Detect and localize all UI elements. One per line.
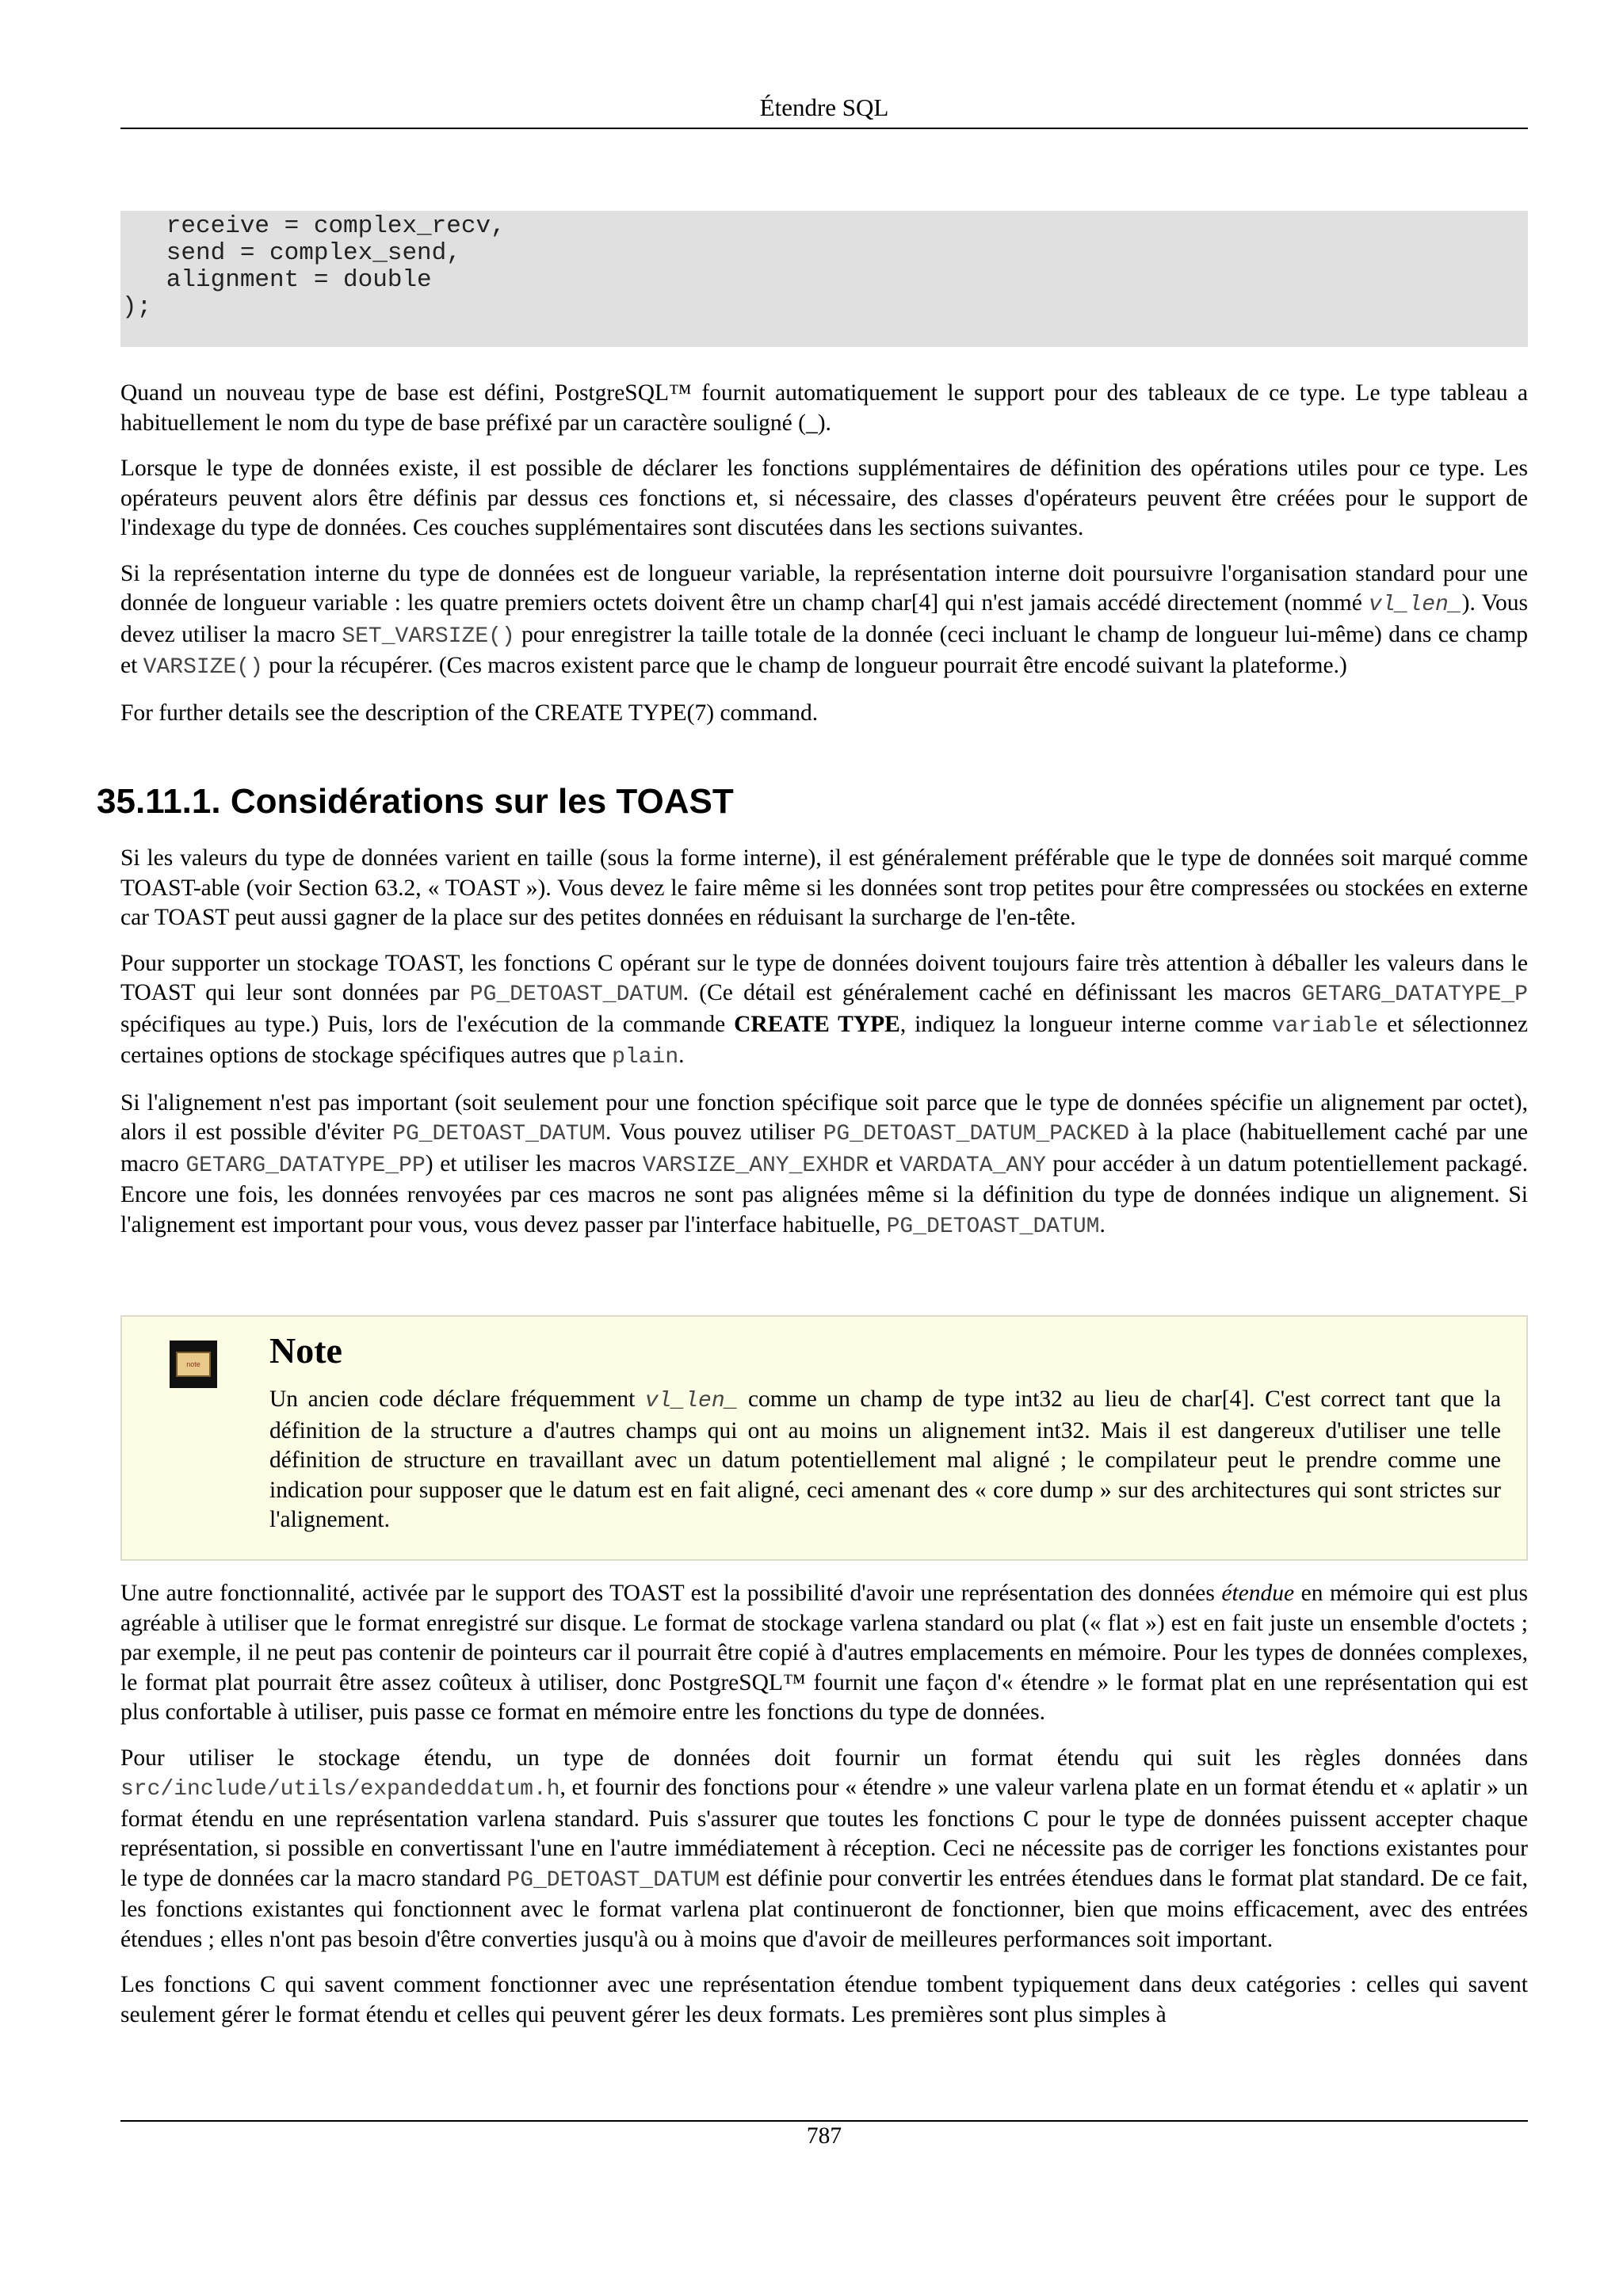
code-inline: variable xyxy=(1271,1013,1379,1039)
paragraph-operators: Lorsque le type de données existe, il est possible de déclarer les fonctions supplémentaires de définition des opérations utiles pour ce type. Les opérateurs peuvent alors être définis par dessus ces fonctions et, si nécessaire, des classes d'opérateurs peuvent être créées pour le support de l'indexage du type de données. Ces couches supplémentaires sont discutées dans les sections suivantes. xyxy=(120,456,1528,540)
note-title: Note xyxy=(269,1330,342,1371)
footer-rule xyxy=(120,2120,1528,2122)
code-line: alignment = double xyxy=(122,266,432,294)
code-line: send = complex_send, xyxy=(122,239,461,267)
code-inline: SET_VARSIZE() xyxy=(342,624,515,649)
paragraph-varlena: Si la représentation interne du type de données est de longueur variable, la représentation interne doit poursuivre l'organisation standard pour une donnée de longueur variable : les quatre premiers octets doivent être un champ char[4] qui n'est jamais accédé directement (nommé vl_len_). Vous devez utiliser la macro SET_VARSIZE() pour enregistrer la taille totale de la donnée (ceci incluant le champ de longueur lui-même) dans ce champ et VARSIZE() pour la récupérer. (Ces macros existent parce que le champ de longueur pourrait être encodé suivant la plateforme.) xyxy=(120,560,1528,680)
code-inline: PG_DETOAST_DATUM_PACKED xyxy=(823,1122,1130,1146)
code-inline: PG_DETOAST_DATUM xyxy=(886,1214,1100,1239)
code-inline: vl_len_ xyxy=(644,1389,739,1413)
paragraph-further-details: For further details see the description of the CREATE TYPE(7) command. xyxy=(120,700,819,726)
paragraph-expanded-storage: Pour utiliser le stockage étendu, un type de données doit fournir un format étendu qui suit les règles données dans src/include/utils/expandeddatum.h, et fournir des fonctions pour « étendre » une valeur varlena plate en un format étendu et « aplatir » un format étendu en une représentation varlena standard. Puis s'assurer que toutes les fonctions C pour le type de données puissent accepter chaque représentation, si possible en convertissant l'une en l'autre immédiatement à réception. Ceci ne nécessite pas de corriger les fonctions existantes pour le type de données car la macro standard PG_DETOAST_DATUM est définie pour convertir les entrées étendues dans le format plat standard. De ce fait, les fonctions existantes qui fonctionnent avec le format varlena plat continueront de fonctionner, bien que moins efficacement, avec des entrées étendues ; elles n'ont pas besoin d'être converties jusqu'à ou à moins que d'avoir de meilleures performances soit important. xyxy=(120,1745,1528,1952)
paragraph-expanded: Une autre fonctionnalité, activée par le support des TOAST est la possibilité d'avoir une représentation des données étendue en mémoire qui est plus agréable à utiliser que le format enregistré sur disque. Le format de stockage varlena standard ou plat (« flat ») est en fait juste un ensemble d'octets ; par exemple, il ne peut pas contenir de pointeurs car il pourrait être copié à d'autres emplacements en mémoire. Pour les types de données complexes, le format plat pourrait être assez coûteux à utiliser, donc PostgreSQL™ fournit une façon d'« étendre » le format plat en une représentation qui est plus confortable à utiliser, puis passe ce format en mémoire entre les fonctions du type de données. xyxy=(120,1581,1528,1725)
header-rule xyxy=(120,128,1528,129)
code-inline: vl_len_ xyxy=(1369,593,1462,617)
code-inline: VARSIZE() xyxy=(143,655,263,680)
bold-command: CREATE TYPE xyxy=(734,1011,900,1037)
code-inline: src/include/utils/expandeddatum.h xyxy=(120,1777,560,1802)
code-line: receive = complex_recv, xyxy=(122,212,506,240)
paragraph-array-types: Quand un nouveau type de base est défini, PostgreSQL™ fournit automatiquement le support pour des tableaux de ce type. Le type tableau a habituellement le nom du type de base préfixé par un caractère souligné (_). xyxy=(120,380,1528,436)
code-block xyxy=(120,211,1528,347)
code-inline: PG_DETOAST_DATUM xyxy=(392,1122,605,1146)
code-inline: PG_DETOAST_DATUM xyxy=(469,982,683,1007)
code-inline: plain xyxy=(612,1045,679,1070)
code-inline: VARDATA_ANY xyxy=(899,1153,1046,1178)
section-text xyxy=(120,844,1528,1257)
code-inline: GETARG_DATATYPE_PP xyxy=(185,1153,426,1178)
note-box xyxy=(120,1315,1528,1561)
post-note-text xyxy=(120,1579,1528,2046)
note-text: Un ancien code déclare fréquemment vl_len_ comme un champ de type int32 au lieu de char[4]. C'est correct tant que la définition de la structure a d'autres champs qui ont au moins un alignement int32. Mais il est dangereux d'utiliser une telle définition de structure en travaillant avec un datum potentiellement mal aligné ; le compilateur peut le prendre comme une indication pour supposer que le datum est en fait aligné, ceci amenant des « core dump » sur des architectures qui sont strictes sur l'alignement. xyxy=(269,1386,1501,1532)
paragraph-toast-able: Si les valeurs du type de données varient en taille (sous la forme interne), il est généralement préférable que le type de données soit marqué comme TOAST-able (voir Section 63.2, « TOAST »). Vous devez le faire même si les données sont trop petites pour être compressées ou stockées en externe car TOAST peut aussi gagner de la place sur des petites données en réduisant la surcharge de l'en-tête. xyxy=(120,845,1528,930)
paragraph-toast-storage: Pour supporter un stockage TOAST, les fonctions C opérant sur le type de données doivent toujours faire très attention à déballer les valeurs dans le TOAST qui leur sont données par PG_DETOAST_DATUM. (Ce détail est généralement caché en définissant les macros GETARG_DATATYPE_P spécifiques au type.) Puis, lors de l'exécution de la commande CREATE TYPE, indiquez la longueur interne comme variable et sélectionnez certaines options de stockage spécifiques autres que plain. xyxy=(120,950,1528,1070)
section-title: 35.11.1. Considérations sur les TOAST xyxy=(97,782,734,821)
running-header: Étendre SQL xyxy=(759,93,889,121)
code-inline: VARSIZE_ANY_EXHDR xyxy=(642,1153,869,1178)
intro-text xyxy=(120,379,1528,744)
italic-term: étendue xyxy=(1221,1581,1295,1606)
note-icon: note xyxy=(170,1341,217,1388)
paragraph-alignment: Si l'alignement n'est pas important (soit seulement pour une fonction spécifique soit parce que le type de données spécifie un alignement par octet), alors il est possible d'éviter PG_DETOAST_DATUM. Vous pouvez utiliser PG_DETOAST_DATUM_PACKED à la place (habituellement caché par une macro GETARG_DATATYPE_PP) et utiliser les macros VARSIZE_ANY_EXHDR et VARDATA_ANY pour accéder à un datum potentiellement packagé. Encore une fois, les données renvoyées par ces macros ne sont pas alignées même si la définition du type de données indique un alignement. Si l'alignement est important pour vous, vous devez passer par l'interface habituelle, PG_DETOAST_DATUM. xyxy=(120,1089,1528,1239)
paragraph-c-functions: Les fonctions C qui savent comment fonctionner avec une représentation étendue tombent typiquement dans deux catégories : celles qui savent seulement gérer le format étendu et celles qui peuvent gérer les deux formats. Les premières sont plus simples à xyxy=(120,1972,1528,2027)
code-inline: PG_DETOAST_DATUM xyxy=(506,1867,720,1893)
page-number: 787 xyxy=(806,2123,842,2149)
code-inline: GETARG_DATATYPE_P xyxy=(1301,982,1528,1007)
code-line: ); xyxy=(122,293,152,321)
